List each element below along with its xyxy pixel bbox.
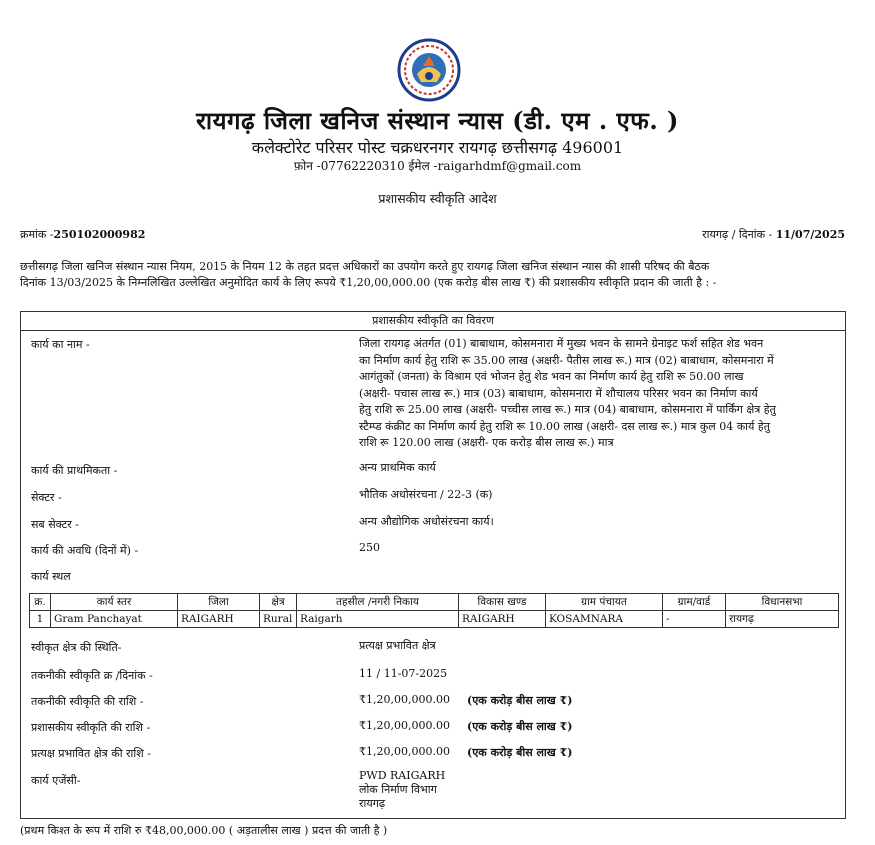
agency-line: रायगढ़ (359, 797, 386, 810)
table-cell: RAIGARH (459, 611, 546, 628)
work-name-line: राशि रू 120.00 लाख (अक्षरी- एक करोड़ बीस लाख रू.) मात्र (359, 436, 614, 449)
sector-label: सेक्टर - (31, 491, 62, 504)
installment-note: (प्रथम किश्त के रूप में राशि रु ₹48,00,000.00 ( अड़तालीस लाख ) प्रदत्त की जाती है ) (20, 824, 388, 837)
order-title: प्रशासकीय स्वीकृति आदेश (378, 191, 497, 206)
intro-line: दिनांक 13/03/2025 के निम्नलिखित उल्लेखित अनुमोदित कार्य के लिए रूपये ₹1,20,00,000.00 (एक करोड़ बीस लाख ₹) की प्रशासकीय स्वीकृति प्रदान की जाती है : - (20, 276, 717, 289)
admin-amount-words: (एक करोड़ बीस लाख ₹) (467, 720, 573, 733)
duration-value: 250 (359, 541, 380, 554)
agency-value (359, 769, 839, 811)
sector-value: भौतिक अधोसंरचना / 22-3 (क) (359, 488, 493, 501)
column-header: क्र. (30, 594, 51, 611)
tech-approval-no-label: तकनीकी स्वीकृति क्र /दिनांक - (31, 669, 153, 682)
column-header: ग्राम पंचायत (546, 594, 663, 611)
reference-number-value: 250102000982 (53, 228, 146, 241)
column-header: ग्राम/वार्ड (663, 594, 726, 611)
table-row (30, 611, 839, 628)
duration-label: कार्य की अवधि (दिनों में) - (31, 544, 139, 557)
admin-amount-label: प्रशासकीय स्वीकृति की राशि - (31, 721, 151, 734)
direct-amount-words: (एक करोड़ बीस लाख ₹) (467, 746, 573, 759)
order-date (702, 227, 845, 242)
work-name-line: (अक्षरी- पचास लाख रू.) मात्र (03) बाबाधाम, कोसमनारा में शौचालय परिसर भवन का निर्माण कार्य (359, 386, 758, 400)
subsector-value: अन्य औद्योगिक अधोसंरचना कार्य। (359, 515, 494, 528)
table-cell: रायगढ़ (726, 611, 839, 628)
dmf-emblem-icon (397, 38, 461, 102)
details-heading: प्रशासकीय स्वीकृति का विवरण (21, 312, 845, 331)
column-header: क्षेत्र (260, 594, 297, 611)
approved-area-label: स्वीकृत क्षेत्र की स्थिति- (31, 641, 122, 654)
column-header: तहसील /नगरी निकाय (297, 594, 459, 611)
column-header: विधानसभा (726, 594, 839, 611)
column-header: कार्य स्तर (51, 594, 178, 611)
reference-number-label: क्रमांक - (20, 228, 54, 241)
work-name-line: आगंतुकों (जनता) के विश्राम एवं भोजन हेतु शेड भवन का निर्माण कार्य हेतु राशि रू 50.00 लाख (359, 370, 744, 383)
organization-title: रायगढ़ जिला खनिज संस्थान न्यास (डी. एम . एफ. ) (196, 106, 679, 135)
organization-contact: फ़ोन -07762220310 ईमेल -raigarhdmf@gmail.com (293, 159, 582, 173)
tech-approval-no-value: 11 / 11-07-2025 (359, 667, 448, 680)
table-cell: Gram Panchayat (51, 611, 178, 628)
direct-amount-value: ₹1,20,00,000.00 (359, 745, 450, 758)
organization-address: कलेक्टोरेट परिसर पोस्ट चक्रधरनगर रायगढ़ छत्तीसगढ़ 496001 (251, 138, 624, 157)
tech-amount-label: तकनीकी स्वीकृति की राशि - (31, 695, 144, 708)
table-cell: RAIGARH (178, 611, 260, 628)
column-header: विकास खण्ड (459, 594, 546, 611)
table-cell: KOSAMNARA (546, 611, 663, 628)
work-name-line: हेतु राशि रू 25.00 लाख (अक्षरी- पच्चीस लाख रू.) मात्र (04) बाबाधाम, कोसमनारा में पार्किंग क्षेत्र हेतु (359, 403, 776, 416)
subsector-label: सब सेक्टर - (31, 518, 79, 531)
order-date-label: रायगढ़ / दिनांक - (702, 228, 773, 241)
approved-area-value: प्रत्यक्ष प्रभावित क्षेत्र (359, 639, 436, 652)
work-name-label: कार्य का नाम - (31, 338, 90, 351)
agency-label: कार्य एजेंसी- (31, 774, 81, 787)
column-header: जिला (178, 594, 260, 611)
location-table (29, 593, 839, 628)
table-cell: Rural (260, 611, 297, 628)
details-box (20, 311, 846, 819)
work-name-line: जिला रायगढ़ अंतर्गत (01) बाबाधाम, कोसमनारा में मुख्य भवन के सामने ग्रेनाइट फर्श सहित शेड भवन (359, 337, 764, 350)
reference-number (20, 227, 145, 242)
order-date-value: 11/07/2025 (775, 228, 845, 241)
work-name-line: स्टैम्प्ड कंक्रीट का निर्माण कार्य हेतु राशि रू 10.00 लाख (अक्षरी- दस लाख रू.) मात्र कुल 04 कार्य हेतु (359, 419, 771, 433)
table-cell: Raigarh (297, 611, 459, 628)
table-cell: 1 (30, 611, 51, 628)
priority-value: अन्य प्राथमिक कार्य (359, 461, 436, 474)
work-name-line: का निर्माण कार्य हेतु राशि रू 35.00 लाख (अक्षरी- पैतीस लाख रू.) मात्र (02) बाबाधाम, कोसमनारा में (359, 353, 774, 367)
table-cell: - (663, 611, 726, 628)
admin-amount-value: ₹1,20,00,000.00 (359, 719, 450, 732)
intro-line: छत्तीसगढ़ जिला खनिज संस्थान न्यास नियम, 2015 के नियम 12 के तहत प्रदत्त अधिकारों का उपयोग करते हुए रायगढ़ जिला खनिज संस्थान न्यास की शासी परिषद की बैठक (20, 260, 710, 273)
location-table-header (30, 594, 839, 611)
tech-amount-words: (एक करोड़ बीस लाख ₹) (467, 694, 573, 707)
intro-paragraph (20, 259, 850, 291)
agency-line: लोक निर्माण विभाग (359, 783, 437, 796)
agency-line: PWD RAIGARH (359, 769, 446, 782)
location-label: कार्य स्थल (31, 570, 71, 583)
priority-label: कार्य की प्राथमिकता - (31, 464, 118, 477)
tech-amount-value: ₹1,20,00,000.00 (359, 693, 450, 706)
work-name-value (359, 336, 839, 452)
direct-amount-label: प्रत्यक्ष प्रभावित क्षेत्र की राशि - (31, 747, 151, 760)
